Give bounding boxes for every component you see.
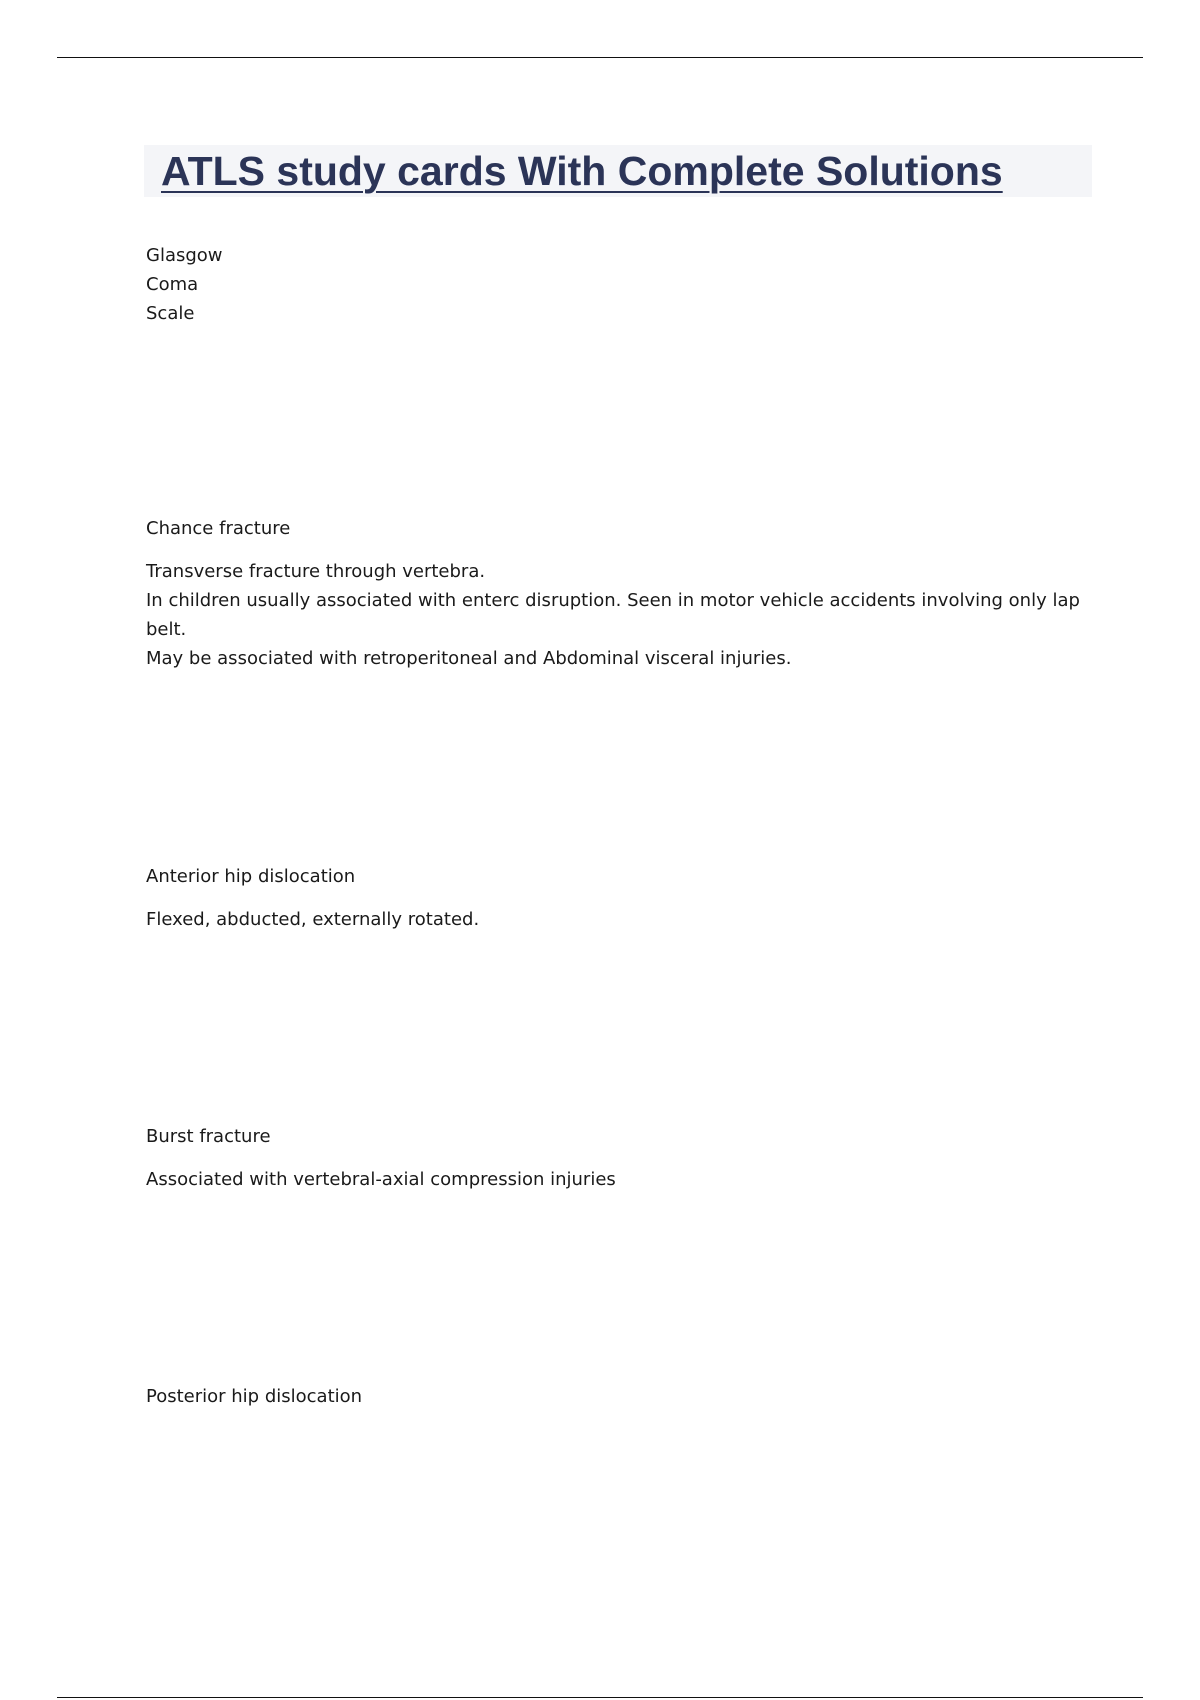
top-rule [57,57,1143,58]
card-term: Burst fracture [146,1126,271,1147]
card-answer: Flexed, abducted, externally rotated. [146,909,480,930]
card-answer: Transverse fracture through vertebra. In children usually associated with enterc disruption. Seen in motor vehicle accidents involving only lap belt. May be associated with retroperitoneal and Abdominal visceral injuries. [146,561,1080,669]
document-title: ATLS study cards With Complete Solutions [161,148,1003,194]
study-card [146,1122,1086,1194]
card-term: Anterior hip dislocation [146,866,356,887]
card-answer: Associated with vertebral-axial compression injuries [146,1169,616,1190]
card-term: Posterior hip dislocation [146,1386,363,1407]
bottom-rule [57,1697,1143,1698]
study-card [146,862,1086,934]
card-term: Glasgow Coma Scale [146,245,223,324]
card-term: Chance fracture [146,518,291,539]
study-card [146,1382,1086,1411]
study-card [146,241,1086,328]
study-card [146,514,1086,673]
title-banner [144,145,1092,197]
